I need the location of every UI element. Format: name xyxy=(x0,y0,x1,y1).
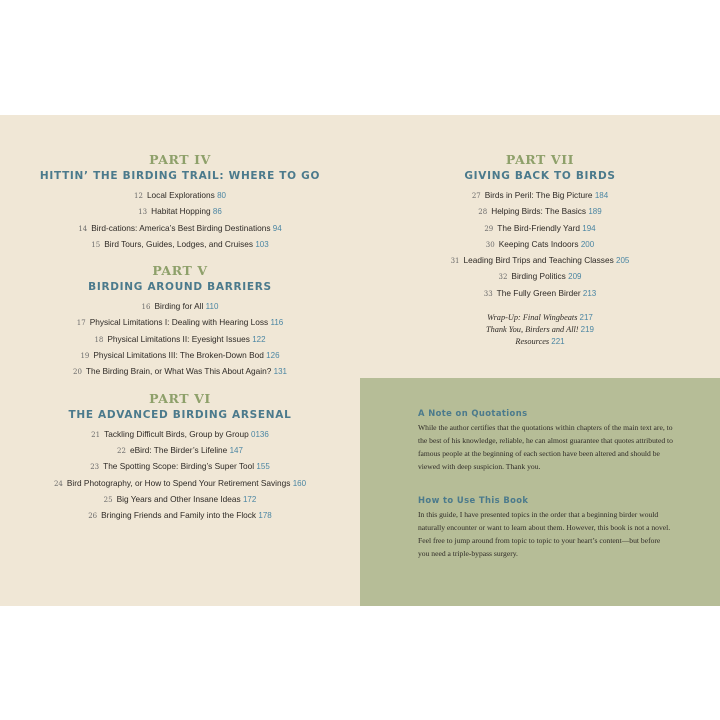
toc-entry[interactable] xyxy=(0,315,360,331)
chapter-number: 23 xyxy=(90,463,100,472)
part-vii xyxy=(360,152,720,302)
page-number: 122 xyxy=(252,334,266,344)
toc-entry[interactable] xyxy=(360,286,720,302)
toc-left-column xyxy=(0,152,360,534)
page-number: 80 xyxy=(217,191,226,200)
chapter-title: Physical Limitations II: Eyesight Issues xyxy=(107,333,250,344)
page-number: 213 xyxy=(582,288,597,298)
chapter-title: Birding for All xyxy=(154,301,204,312)
toc-entry[interactable] xyxy=(0,459,360,475)
toc-right-column xyxy=(360,152,720,348)
chapter-number: 30 xyxy=(485,240,495,249)
chapter-number: 20 xyxy=(73,368,82,377)
toc-entry[interactable] xyxy=(0,237,360,253)
chapter-number: 32 xyxy=(498,273,508,282)
chapter-title: Habitat Hopping xyxy=(151,206,211,217)
toc-entry[interactable] xyxy=(0,188,360,204)
toc-entry[interactable] xyxy=(0,443,360,459)
chapter-title: Birding Politics xyxy=(511,271,566,282)
chapter-title: Physical Limitations I: Dealing with Hearing Loss xyxy=(89,317,269,328)
chapter-number: 22 xyxy=(117,446,126,455)
page-number: 194 xyxy=(582,223,596,233)
note-body: While the author certifies that the quotations within chapters of the main text are, to the best of his knowledge, reliable, he can almost guarantee that quotes attributed to famous people at the beginning of each section have been altered and should be viewed with deep suspicion. Thank you. xyxy=(418,423,673,471)
chapter-number: 31 xyxy=(450,257,460,266)
part-v xyxy=(0,263,360,380)
toc-entry[interactable] xyxy=(0,492,360,508)
chapter-title: Bird-cations: America’s Best Birding Destinations xyxy=(91,222,271,233)
chapter-number: 27 xyxy=(471,192,481,200)
backmatter-entry[interactable] xyxy=(360,312,720,324)
page-number: 0136 xyxy=(251,429,269,439)
part-title: BIRDING AROUND BARRIERS xyxy=(88,281,272,294)
part-title: GIVING BACK TO BIRDS xyxy=(464,170,616,182)
chapter-number: 26 xyxy=(88,512,98,521)
part-title: HITTIN’ THE BIRDING TRAIL: WHERE TO GO xyxy=(39,170,321,182)
part-vi xyxy=(0,391,360,525)
part-title: THE ADVANCED BIRDING ARSENAL xyxy=(68,408,292,421)
toc-entry[interactable] xyxy=(0,348,360,364)
page-number: 178 xyxy=(258,511,272,521)
backmatter-entry[interactable] xyxy=(360,336,720,348)
part-label: PART VII xyxy=(505,152,575,167)
chapter-number: 24 xyxy=(53,479,63,488)
page-number: 126 xyxy=(266,351,280,361)
toc-entry[interactable] xyxy=(0,204,360,220)
chapter-title: The Birding Brain, or What Was This About Again? xyxy=(85,366,272,377)
toc-entry[interactable] xyxy=(0,299,360,315)
chapter-title: Keeping Cats Indoors xyxy=(498,238,579,249)
part-label: PART IV xyxy=(149,152,211,167)
chapter-number: 29 xyxy=(484,224,494,233)
page-number: 184 xyxy=(594,191,609,200)
chapter-number: 25 xyxy=(103,495,113,504)
note-title: A Note on Quotations xyxy=(418,408,528,418)
page-number: 94 xyxy=(272,223,282,233)
toc-entry[interactable] xyxy=(360,237,720,253)
page-number: 110 xyxy=(205,302,219,312)
toc-entry[interactable] xyxy=(360,221,720,237)
page-number: 131 xyxy=(273,367,287,377)
chapter-number: 18 xyxy=(94,335,104,344)
book-spread xyxy=(0,115,720,606)
toc-entry[interactable] xyxy=(0,476,360,492)
toc-entry[interactable] xyxy=(0,364,360,380)
page-number: 205 xyxy=(616,256,630,266)
chapter-title: Local Explorations xyxy=(146,190,215,200)
chapter-number: 21 xyxy=(91,430,101,439)
note-title: How to Use This Book xyxy=(418,495,529,505)
part-label: PART VI xyxy=(149,390,211,406)
note-how-to-use xyxy=(418,494,673,560)
toc-entry[interactable] xyxy=(0,427,360,443)
chapter-title: The Bird-Friendly Yard xyxy=(497,222,580,233)
page-number: 217 xyxy=(579,313,593,323)
toc-entry[interactable] xyxy=(0,508,360,524)
chapter-title: Tackling Difficult Birds, Group by Group xyxy=(104,428,249,439)
chapter-title: Birds in Peril: The Big Picture xyxy=(484,190,593,200)
chapter-title: The Spotting Scope: Birding’s Super Tool xyxy=(103,461,255,472)
toc-entry[interactable] xyxy=(360,204,720,220)
chapter-title: Bird Tours, Guides, Lodges, and Cruises xyxy=(104,238,254,249)
chapter-title: Bringing Friends and Family into the Flock xyxy=(101,510,257,521)
backmatter-entry[interactable] xyxy=(360,324,720,336)
page-number: 160 xyxy=(292,478,307,488)
toc-entry[interactable] xyxy=(360,188,720,204)
page-number: 189 xyxy=(588,207,602,217)
chapter-title: Leading Bird Trips and Teaching Classes xyxy=(463,255,614,266)
chapter-number: 16 xyxy=(141,303,151,312)
page-number: 219 xyxy=(580,325,595,335)
chapter-number: 14 xyxy=(78,224,88,233)
chapter-title: Bird Photography, or How to Spend Your Retirement Savings xyxy=(66,477,291,488)
page-number: 172 xyxy=(242,494,257,504)
page-number: 221 xyxy=(551,337,565,347)
chapter-title: The Fully Green Birder xyxy=(496,287,581,298)
page-number: 86 xyxy=(212,207,222,217)
chapter-number: 17 xyxy=(76,319,86,328)
note-quotations xyxy=(418,407,673,473)
page-number: 103 xyxy=(255,239,269,249)
chapter-number: 28 xyxy=(478,208,488,217)
backmatter-title: Resources xyxy=(515,337,550,347)
chapter-number: 33 xyxy=(483,289,493,298)
part-iv xyxy=(0,152,360,253)
chapter-number: 13 xyxy=(138,208,148,217)
toc-entry[interactable] xyxy=(0,332,360,348)
page-number: 155 xyxy=(256,462,270,472)
chapter-number: 15 xyxy=(91,240,101,249)
page-number: 200 xyxy=(580,239,595,249)
backmatter-title: Thank You, Birders and All! xyxy=(485,325,579,335)
page-number: 209 xyxy=(568,272,582,282)
chapter-title: eBird: The Birder’s Lifeline xyxy=(129,444,228,455)
page-number: 116 xyxy=(270,318,284,328)
note-body: In this guide, I have presented topics in the order that a beginning birder would naturally encounter or want to learn about them. However, this book is not a novel. Feel free to jump around from topic to topic to your heart’s content—but before you need a triple-bypass surgery. xyxy=(418,510,671,558)
chapter-title: Helping Birds: The Basics xyxy=(491,206,587,217)
toc-entry[interactable] xyxy=(360,269,720,285)
chapter-number: 12 xyxy=(134,192,143,200)
toc-entry[interactable] xyxy=(0,221,360,237)
part-label: PART V xyxy=(152,263,208,279)
page-number: 147 xyxy=(229,445,243,455)
backmatter-list xyxy=(360,312,720,348)
chapter-title: Big Years and Other Insane Ideas xyxy=(116,493,241,504)
toc-entry[interactable] xyxy=(360,253,720,269)
chapter-title: Physical Limitations III: The Broken-Down Bod xyxy=(93,350,264,361)
chapter-number: 19 xyxy=(80,352,90,361)
backmatter-title: Wrap-Up: Final Wingbeats xyxy=(487,313,578,323)
